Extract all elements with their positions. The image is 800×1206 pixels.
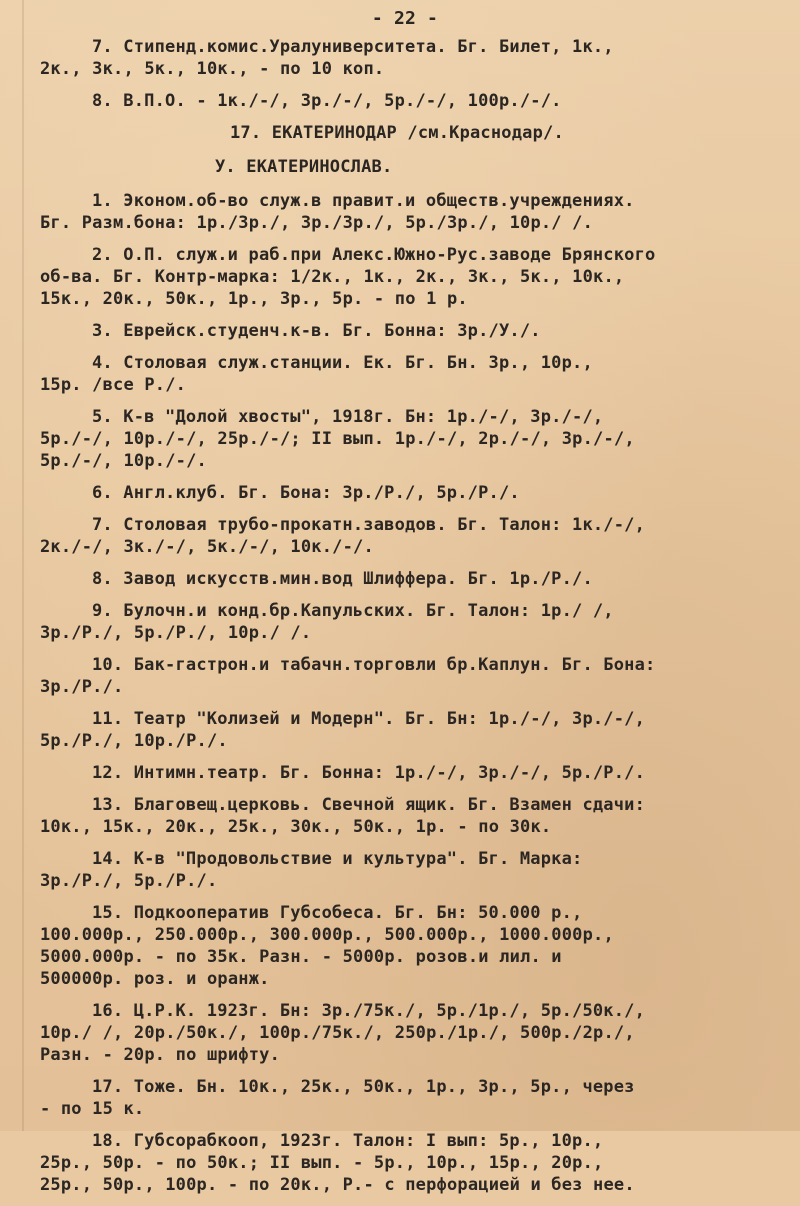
text-line: 10. Бак-гастрон.и табачн.торговли бр.Каплун. Бг. Бона: [92,655,656,675]
list-item [40,320,770,342]
text-line: 5000.000р. - по 35к. Разн. - 5000р. розов.и лил. и [40,947,562,967]
text-line: 14. К-в "Продовольствие и культура". Бг. Марка: [92,849,583,869]
text-line: 15р. /все Р./. [40,375,187,395]
page-number: - 22 - [371,8,439,29]
text-line: 12. Интимн.театр. Бг. Бонна: 1р./-/, 3р./-/, 5р./Р./. [92,763,646,783]
text-line: 2. О.П. служ.и раб.при Алекс.Южно-Рус.заводе Брянского [92,245,656,265]
text-line: 7. Столовая трубо-прокатн.заводов. Бг. Талон: 1к./-/, [92,515,646,535]
text-line: 15к., 20к., 50к., 1р., 3р., 5р. - по 1 р. [40,289,468,309]
list-item [40,902,770,990]
text-line: 5р./-/, 10р./-/, 25р./-/; II вып. 1р./-/, 2р./-/, 3р./-/, [40,429,635,449]
text-line: 8. Завод искусств.мин.вод Шлиффера. Бг. 1р./Р./. [92,569,593,589]
text-line: 6. Англ.клуб. Бг. Бона: 3р./Р./, 5р./Р./. [92,483,520,503]
list-item [40,568,770,590]
list-item [40,848,770,892]
list-item [40,794,770,838]
text-line: 4. Столовая служ.станции. Ек. Бг. Бн. 3р., 10р., [92,353,593,373]
text-line: 3. Еврейск.студенч.к-в. Бг. Бонна: 3р./У./. [92,321,541,341]
top-entries [40,36,770,112]
list-item [40,352,770,396]
text-line: 10к., 15к., 20к., 25к., 30к., 50к., 1р. - по 30к. [40,817,552,837]
text-line: 16. Ц.Р.К. 1923г. Бн: 3р./75к./, 5р./1р./, 5р./50к./, [92,1001,646,1021]
text-line: 3р./Р./, 5р./Р./, 10р./ /. [40,623,312,643]
text-line: 8. В.П.О. - 1к./-/, 3р./-/, 5р./-/, 100р./-/. [92,91,562,111]
text-line: 17. Тоже. Бн. 10к., 25к., 50к., 1р., 3р., 5р., через [92,1077,635,1097]
list-item [40,36,770,80]
text-line: 3р./Р./, 5р./Р./. [40,871,218,891]
text-line: - по 15 к. [40,1099,145,1119]
list-item [40,600,770,644]
text-line: 10р./ /, 20р./50к./, 100р./75к./, 250р./1р./, 500р./2р./, [40,1023,635,1043]
text-line: 100.000р., 250.000р., 300.000р., 500.000р., 1000.000р., [40,925,614,945]
text-line: 2к./-/, 3к./-/, 5к./-/, 10к./-/. [40,537,374,557]
document-text [40,8,770,1206]
list-item [40,1130,770,1196]
heading-ekaterinodar: 17. ЕКАТЕРИНОДАР /см.Краснодар/. [230,123,564,143]
text-line: 25р., 50р., 100р. - по 20к., Р.- с перфорацией и без нее. [40,1175,635,1195]
text-line: Бг. Разм.бона: 1р./3р./, 3р./3р./, 5р./3р./, 10р./ /. [40,213,594,233]
page-fold-line [22,0,24,1131]
text-line: 1. Эконом.об-во служ.в правит.и обществ.учреждениях. [92,191,635,211]
list-item [40,90,770,112]
text-line: 9. Булочн.и конд.бр.Капульских. Бг. Талон: 1р./ /, [92,601,614,621]
text-line: 11. Театр "Колизей и Модерн". Бг. Бн: 1р./-/, 3р./-/, [92,709,646,729]
heading-ekaterinoslav: У. ЕКАТЕРИНОСЛАВ. [215,157,393,177]
text-line: 2к., 3к., 5к., 10к., - по 10 коп. [40,59,385,79]
text-line: об-ва. Бг. Контр-марка: 1/2к., 1к., 2к., 3к., 5к., 10к., [40,267,625,287]
main-entries [40,190,770,1196]
text-line: 15. Подкооператив Губсобеса. Бг. Бн: 50.000 р., [92,903,583,923]
list-item [40,762,770,784]
list-item [40,1076,770,1120]
list-item [40,244,770,310]
text-line: Разн. - 20р. по шрифту. [40,1045,281,1065]
text-line: 25р., 50р. - по 50к.; II вып. - 5р., 10р., 15р., 20р., [40,1153,604,1173]
text-line: 500000р. роз. и оранж. [40,969,270,989]
list-item [40,1000,770,1066]
list-item [40,654,770,698]
text-line: 5р./Р./, 10р./Р./. [40,731,228,751]
text-line: 5р./-/, 10р./-/. [40,451,207,471]
list-item [40,514,770,558]
text-line: 3р./Р./. [40,677,124,697]
list-item [40,190,770,234]
text-line: 13. Благовещ.церковь. Свечной ящик. Бг. Взамен сдачи: [92,795,646,815]
list-item [40,406,770,472]
text-line: 5. К-в "Долой хвосты", 1918г. Бн: 1р./-/, 3р./-/, [92,407,604,427]
text-line: 18. Губсорабкооп, 1923г. Талон: I вып: 5р., 10р., [92,1131,604,1151]
text-line: 7. Стипенд.комис.Уралуниверситета. Бг. Билет, 1к., [92,37,614,57]
list-item [40,708,770,752]
list-item [40,482,770,504]
